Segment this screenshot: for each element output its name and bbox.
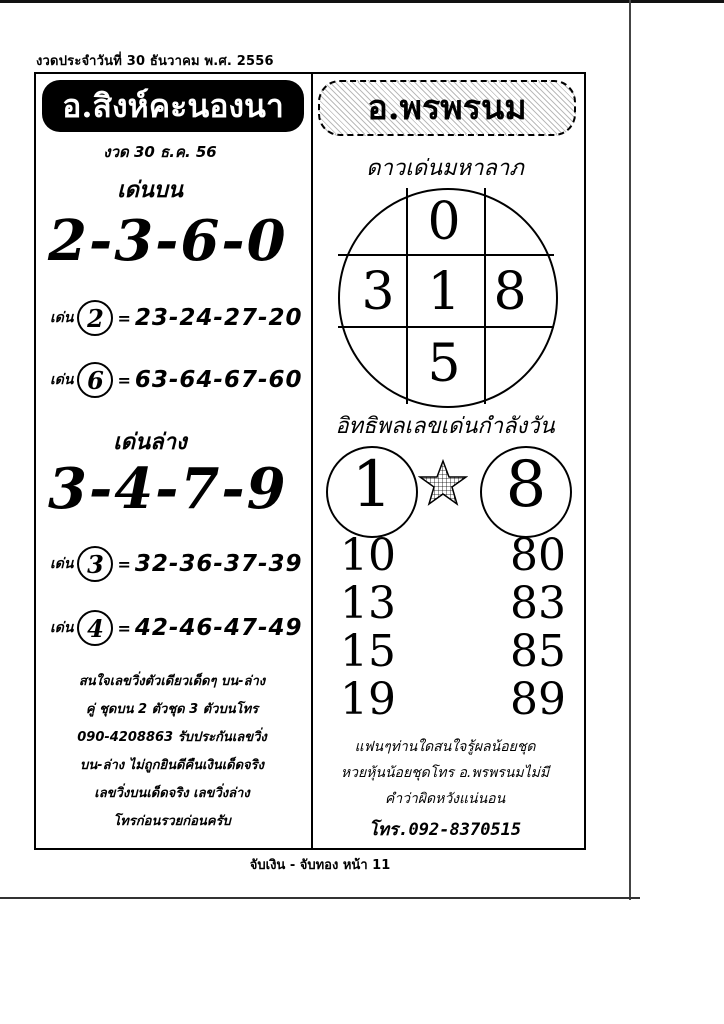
top-heading: เด่นบน <box>117 177 183 203</box>
note-line: บน-ล่าง ไม่ถูกยินดีคืนเงินเด็ดจริง <box>79 758 264 773</box>
phone-number: โทร.092-8370515 <box>368 820 522 840</box>
grid-center-digit: 1 <box>427 262 461 322</box>
equals-sign: = <box>117 308 131 328</box>
right-list-number: 83 <box>510 578 566 629</box>
bottom-heading: เด่นล่าง <box>113 429 187 455</box>
pair-label: เด่น <box>50 620 74 636</box>
note-line: หวยหุ้นน้อยชุดโทร อ.พรพรนมไม่มี <box>340 765 550 781</box>
star-heading: ดาวเด่นมหาลาภ <box>366 156 524 181</box>
right-note <box>318 734 572 812</box>
page-header: งวดประจำวันที่ 30 ธันวาคม พ.ศ. 2556 <box>36 54 274 69</box>
bottom-numbers: 3-4-7-9 <box>48 456 288 522</box>
pair-values: 23-24-27-20 <box>134 305 303 331</box>
pair-label: เด่น <box>50 372 74 388</box>
pair-label: เด่น <box>50 556 74 572</box>
grid-top-digit: 0 <box>427 192 461 252</box>
bottom-pair-row <box>50 544 303 584</box>
grid-line <box>338 254 554 256</box>
top-numbers: 2-3-6-0 <box>48 208 288 274</box>
right-list-number: 89 <box>510 674 566 725</box>
right-title: อ.พรพรนม <box>318 80 576 136</box>
left-list-number: 13 <box>340 578 396 629</box>
note-line: เลขวิ่งบนเด็ดจริง เลขวิ่งล่าง <box>94 786 250 801</box>
left-list-number: 15 <box>340 626 396 677</box>
main-right-circle: 8 <box>480 446 572 538</box>
bottom-border <box>0 897 640 899</box>
equals-sign: = <box>117 554 131 574</box>
note-line: สนใจเลขวิ่งตัวเดียวเด็ดๆ บน-ล่าง <box>78 674 266 689</box>
equals-sign: = <box>117 370 131 390</box>
left-title: อ.สิงห์คะนองนา <box>42 80 304 132</box>
influence-heading: อิทธิพลเลขเด่นกำลังวัน <box>335 414 555 439</box>
draw-date: งวด 30 ธ.ค. 56 <box>103 143 217 161</box>
page-footer: จับเงิน - จับทอง หน้า 11 <box>249 858 391 873</box>
pair-digit-circle: 3 <box>77 546 113 582</box>
top-border <box>0 0 724 3</box>
pair-values: 63-64-67-60 <box>134 367 303 393</box>
equals-sign: = <box>117 618 131 638</box>
grid-left-digit: 3 <box>361 262 395 322</box>
bottom-pair-row <box>50 608 303 648</box>
grid-line <box>338 326 554 328</box>
note-line: แฟนๆท่านใดสนใจรู้ผลน้อยชุด <box>354 739 536 755</box>
grid-bottom-digit: 5 <box>427 334 461 394</box>
main-left-circle: 1 <box>326 446 418 538</box>
note-line: 090-4208863 รับประกันเลขวิ่ง <box>77 730 267 745</box>
grid-right-digit: 8 <box>493 262 527 322</box>
top-pair-row <box>50 360 303 400</box>
star-icon <box>418 458 468 508</box>
left-list-number: 19 <box>340 674 396 725</box>
top-pair-row <box>50 298 303 338</box>
left-list-number: 10 <box>340 530 396 581</box>
pair-digit-circle: 6 <box>77 362 113 398</box>
pair-values: 32-36-37-39 <box>134 551 303 577</box>
right-list-number: 80 <box>510 530 566 581</box>
note-line: คำว่าผิดหวังแน่นอน <box>384 791 506 807</box>
left-note <box>40 668 304 836</box>
pair-values: 42-46-47-49 <box>134 615 303 641</box>
right-list-number: 85 <box>510 626 566 677</box>
pair-label: เด่น <box>50 310 74 326</box>
note-line: คู่ ชุดบน 2 ตัวชุด 3 ตัวบนโทร <box>85 702 259 717</box>
pair-digit-circle: 4 <box>77 610 113 646</box>
pair-digit-circle: 2 <box>77 300 113 336</box>
right-border <box>629 0 631 900</box>
note-line: โทรก่อนรวยก่อนครับ <box>113 814 231 829</box>
